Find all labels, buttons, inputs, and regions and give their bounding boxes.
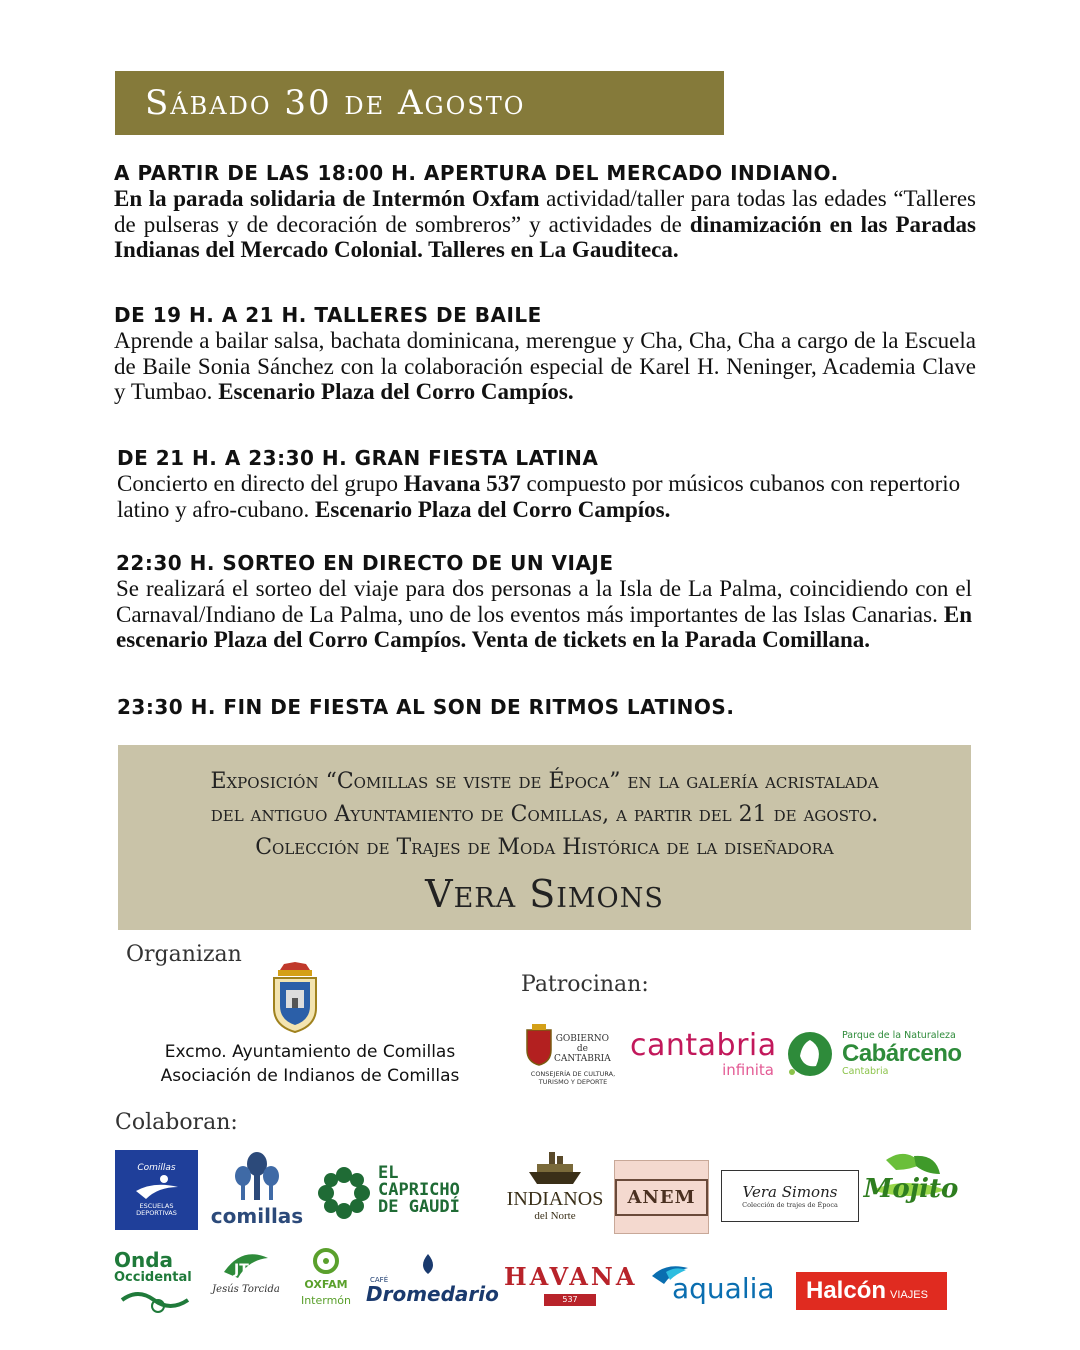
dromedario-text: Dromedario xyxy=(366,1282,499,1306)
comillas-towers-icon xyxy=(227,1150,287,1200)
cabarceno-logo xyxy=(786,1030,966,1080)
gobierno-text: de xyxy=(576,1044,588,1054)
organizers-text xyxy=(140,1040,480,1088)
section-heading: DE 21 H. A 23:30 H. GRAN FIESTA LATINA xyxy=(117,446,599,470)
cabarceno-top-text: Parque de la Naturaleza xyxy=(842,1030,956,1041)
escuelas-deportivas-logo xyxy=(115,1150,198,1230)
dromedario-drop-icon xyxy=(416,1252,440,1276)
vera-simons-text: Vera Simons xyxy=(742,1183,838,1201)
gobierno-text: CANTABRIA xyxy=(554,1054,611,1064)
comillas-logo xyxy=(203,1150,311,1230)
ship-icon xyxy=(527,1150,583,1188)
cantabria-sub-text: infinita xyxy=(722,1061,774,1079)
colaboran-label: Colaboran: xyxy=(115,1110,238,1135)
escuelas-text: ESCUELAS xyxy=(139,1202,174,1210)
oxfam-text: OXFAM xyxy=(304,1278,348,1291)
aqualia-logo xyxy=(650,1262,786,1308)
cantabria-text: cantabria xyxy=(630,1028,777,1063)
bold-text: dinamización en las Paradas Indianas del Mercado Colonial. Talleres en La Gauditeca. xyxy=(114,211,976,262)
bold-text: Escenario Plaza del Corro Campíos. xyxy=(314,496,671,522)
bold-text: Havana 537 xyxy=(403,471,521,496)
anem-text: ANEM xyxy=(615,1179,707,1216)
bold-text: En la parada solidaria de Intermón Oxfam xyxy=(114,186,540,211)
jesus-torcida-logo xyxy=(206,1252,286,1312)
organizan-label: Organizan xyxy=(126,942,242,967)
indianos-del-norte-logo xyxy=(505,1150,605,1228)
body-text: compuesto por músicos cubanos con repertorio latino y afro-cubano. xyxy=(117,471,961,522)
organizer-line: Asociación de Indianos de Comillas xyxy=(160,1066,460,1086)
escuelas-text: Comillas xyxy=(137,1163,176,1173)
oxfam-icon xyxy=(313,1248,339,1274)
section-fiesta-latina xyxy=(117,445,967,522)
onda-text: Occidental xyxy=(114,1270,192,1285)
mojito-text: Mojito xyxy=(863,1174,959,1204)
patrocinan-label: Patrocinan: xyxy=(521,972,649,997)
svg-text:JT: JT xyxy=(234,1262,249,1278)
expo-line: del antiguo Ayuntamiento de Comillas, a partir del 21 de agosto. xyxy=(210,802,879,827)
capricho-text: DE GAUDÍ xyxy=(378,1197,460,1217)
cafe-text: CAFÉ xyxy=(370,1276,389,1284)
ayuntamiento-shield-icon xyxy=(266,962,324,1034)
section-sorteo xyxy=(116,550,972,653)
body-text: actividad/taller para todas las edades “Talleres de pulseras y de decoración de sombreros” y actividades de xyxy=(114,186,976,237)
date-title: Sábado 30 de Agosto xyxy=(145,83,526,123)
anem-logo xyxy=(614,1160,709,1234)
section-body xyxy=(114,328,976,405)
vera-simons-sub-text: Colección de trajes de Época xyxy=(742,1201,838,1209)
section-mercado xyxy=(114,160,976,263)
wave-icon xyxy=(118,1286,198,1314)
section-fin-fiesta xyxy=(117,694,979,720)
cabarceno-text: Cabárceno xyxy=(842,1040,962,1067)
organizer-line: Excmo. Ayuntamiento de Comillas xyxy=(164,1042,456,1062)
bold-text: En escenario Plaza del Corro Campíos. Venta de tickets en la Parada Comillana. xyxy=(116,601,972,652)
capricho-text: EL xyxy=(378,1163,399,1183)
comillas-text: comillas xyxy=(210,1204,304,1228)
oxfam-intermon-logo xyxy=(296,1248,356,1314)
section-heading: A PARTIR DE LAS 18:00 H. APERTURA DEL MERCADO INDIANO. xyxy=(114,161,839,185)
jesus-torcida-text: Jesús Torcida xyxy=(212,1284,280,1295)
gobierno-text: GOBIERNO xyxy=(555,1034,610,1044)
havana-logo xyxy=(504,1258,636,1310)
havana-text: HAVANA xyxy=(504,1262,638,1291)
halcon-text: Halcón xyxy=(806,1277,887,1304)
halcon-sub-text: VIAJES xyxy=(890,1289,928,1301)
vera-simons-logo xyxy=(721,1170,859,1222)
indianos-text: INDIANOS xyxy=(506,1188,604,1210)
section-body xyxy=(117,471,967,522)
section-body xyxy=(114,186,976,263)
capricho-gaudi-logo xyxy=(316,1165,500,1225)
cantabria-infinita-logo xyxy=(630,1030,780,1080)
section-baile xyxy=(114,302,976,405)
body-text: Se realizará el sorteo del viaje para dos personas a la Isla de La Palma, coincidiendo con el Carnaval/Indiano de La Palma, uno de los eventos más importantes de las Islas Canarias. xyxy=(116,576,972,627)
gobierno-text: TURISMO Y DEPORTE xyxy=(538,1078,608,1086)
cabarceno-sub-text: Cantabria xyxy=(842,1066,889,1077)
aqualia-text: aqualia xyxy=(672,1272,775,1305)
havana-sub-text: 537 xyxy=(544,1294,596,1306)
halcon-viajes-logo xyxy=(796,1272,947,1310)
escuelas-text: DEPORTIVAS xyxy=(136,1209,177,1217)
gobierno-shield-icon xyxy=(524,1024,554,1066)
gobierno-cantabria-logo xyxy=(520,1022,630,1090)
expo-line: Exposición “Comillas se viste de Época” en la galería acristalada xyxy=(210,769,879,794)
body-text: Aprende a bailar salsa, bachata dominicana, merengue y Cha, Cha, Cha a cargo de la Escuela de Baile Sonia Sánchez con la colaboración especial de Karel H. Neninger, Academia Clave y Tumbao. xyxy=(114,328,976,404)
date-banner xyxy=(115,71,724,135)
section-heading: 22:30 H. SORTEO EN DIRECTO DE UN VIAJE xyxy=(116,551,614,575)
onda-occidental-logo xyxy=(114,1250,206,1316)
gobierno-text: CONSEJERÍA DE CULTURA, xyxy=(530,1070,616,1078)
capricho-flower-icon xyxy=(316,1165,372,1221)
oxfam-text: Intermón xyxy=(300,1294,352,1307)
section-heading: DE 19 H. A 21 H. TALLERES DE BAILE xyxy=(114,303,542,327)
section-body xyxy=(116,576,972,653)
jt-mark-icon xyxy=(218,1252,272,1282)
onda-text: Onda xyxy=(114,1248,174,1272)
expo-line: Colección de Trajes de Moda Histórica de la diseñadora xyxy=(255,835,834,860)
mojito-logo xyxy=(863,1150,959,1228)
runner-icon xyxy=(132,1173,182,1203)
cabarceno-leaf-icon xyxy=(786,1030,834,1078)
capricho-text: CAPRICHO xyxy=(378,1180,460,1200)
indianos-text: del Norte xyxy=(534,1210,576,1222)
bold-text: Escenario Plaza del Corro Campíos. xyxy=(218,379,574,404)
dromedario-logo xyxy=(366,1252,499,1312)
section-heading: 23:30 H. FIN DE FIESTA AL SON DE RITMOS LATINOS. xyxy=(117,695,735,719)
designer-name: Vera Simons xyxy=(425,872,664,916)
exposicion-box xyxy=(118,745,971,930)
body-text: Concierto en directo del grupo xyxy=(117,471,404,496)
